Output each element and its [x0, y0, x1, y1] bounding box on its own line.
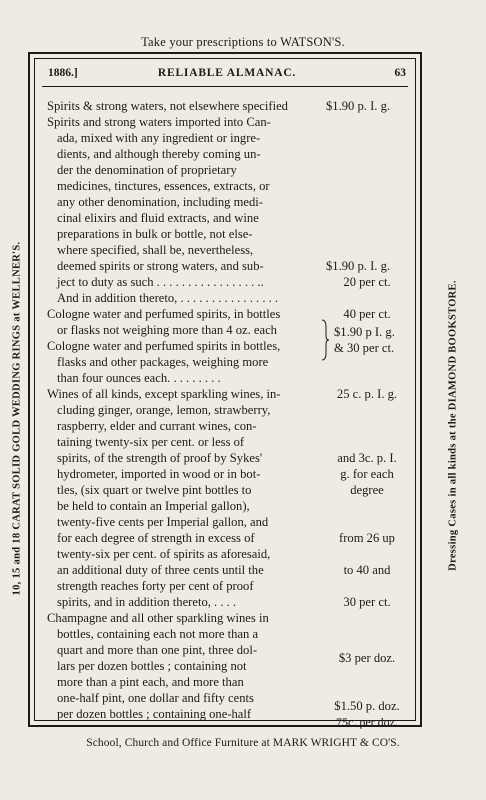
- rate-value: from 26 up: [339, 531, 395, 545]
- rate-value: g. for each: [340, 467, 394, 481]
- text-line: Cologne water and perfumed spirits in bottles,: [47, 339, 281, 353]
- rate-value: & 30 per ct.: [334, 341, 395, 355]
- rate-value: 75c. per doz.: [336, 715, 398, 729]
- text-line: or flasks not weighing more than 4 oz. each: [57, 323, 277, 337]
- page-header: [48, 67, 406, 83]
- rate-value: $1.90 p. I. g.: [326, 99, 391, 113]
- text-line: for each degree of strength in excess of: [57, 531, 255, 545]
- text-line: twenty-five cents per Imperial gallon, and: [57, 515, 269, 529]
- text-line: deemed spirits or strong waters, and sub-: [57, 259, 264, 273]
- page-number: 63: [394, 67, 406, 79]
- text-line: Spirits and strong waters imported into Can-: [47, 115, 271, 129]
- text-line: bottles, containing each not more than a: [57, 627, 259, 641]
- text-line: hydrometer, imported in wood or in bot-: [57, 467, 261, 481]
- text-line: quart and more than one pint, three dol-: [57, 643, 258, 657]
- rate-value: $1.90 p I. g.: [334, 325, 395, 339]
- rate-value: $1.50 p. doz.: [334, 699, 400, 713]
- text-line: per dozen bottles ; containing one-half: [57, 707, 252, 721]
- text-line: one-half pint, one dollar and fifty cents: [57, 691, 254, 705]
- text-line: ada, mixed with any ingredient or ingre-: [57, 131, 261, 145]
- text-line: Champagne and all other sparkling wines in: [47, 611, 269, 625]
- header-title: RELIABLE ALMANAC.: [157, 67, 297, 79]
- text-line: lars per dozen bottles ; containing not: [57, 659, 247, 673]
- text-line: any other denomination, including medi-: [57, 195, 264, 209]
- text-line: Cologne water and perfumed spirits, in bottles: [47, 307, 281, 321]
- brace-bracket: [320, 319, 330, 361]
- text-line: Spirits & strong waters, not elsewhere specified: [47, 99, 288, 113]
- rate-value: degree: [350, 483, 384, 497]
- header-year: 1886.]: [48, 67, 78, 79]
- text-line: an additional duty of three cents until the: [57, 563, 264, 577]
- text-line: more than a pint each, and more than: [57, 675, 244, 689]
- top-advertisement: Take your prescriptions to WATSON'S.: [141, 35, 345, 49]
- text-line: medicines, tinctures, essences, extracts, or: [57, 179, 270, 193]
- text-line: where specified, shall be, nevertheless,: [57, 243, 254, 257]
- rate-value: 40 per ct.: [343, 307, 391, 321]
- text-line: than four ounces each. . . . . . . . .: [57, 371, 221, 385]
- rate-value: and 3c. p. I.: [337, 451, 397, 465]
- text-line: And in addition thereto, . . . . . . . . . . . . . . . .: [57, 291, 279, 305]
- rate-value: to 40 and: [343, 563, 391, 577]
- text-line: strength reaches forty per cent of proof: [57, 579, 254, 593]
- text-line: Wines of all kinds, except sparkling wines, in-: [47, 387, 281, 401]
- rate-value: 30 per ct.: [343, 595, 391, 609]
- right-side-advertisement: Dressing Cases in all kinds at the DIAMOND BOOKSTORE.: [447, 280, 459, 571]
- bottom-advertisement: School, Church and Office Furniture at MARK WRIGHT & CO'S.: [86, 737, 400, 749]
- text-line: flasks and other packages, weighing more: [57, 355, 269, 369]
- text-line: taining twenty-six per cent. or less of: [57, 435, 245, 449]
- text-line: dients, and although thereby coming un-: [57, 147, 261, 161]
- text-line: cinal elixirs and fluid extracts, and wine: [57, 211, 259, 225]
- text-line: be held to contain an Imperial gallon),: [57, 499, 250, 513]
- rate-value: 25 c. p. I. g.: [336, 387, 398, 401]
- text-line: tles, (six quart or twelve pint bottles to: [57, 483, 252, 497]
- text-line: twenty-six per cent. of spirits as aforesaid,: [57, 547, 271, 561]
- text-line: raspberry, elder and currant wines, con-: [57, 419, 257, 433]
- text-line: cluding ginger, orange, lemon, strawberry,: [57, 403, 271, 417]
- text-line: spirits, and in addition thereto, . . . .: [57, 595, 237, 609]
- text-line: preparations in bulk or bottle, not else-: [57, 227, 253, 241]
- text-line: spirits, of the strength of proof by Sykes': [57, 451, 263, 465]
- text-line: der the denomination of proprietary: [57, 163, 237, 177]
- rate-value: $3 per doz.: [338, 651, 396, 665]
- rate-value: 20 per ct.: [343, 275, 391, 289]
- rate-value: $1.90 p. I. g.: [326, 259, 391, 273]
- header-rule: [42, 86, 408, 87]
- text-line: ject to duty as such . . . . . . . . . . . . . . . . ..: [57, 275, 264, 289]
- left-side-advertisement: 10, 15 and 18 CARAT SOLID GOLD WEDDING RINGS at WELLNER'S.: [11, 241, 23, 596]
